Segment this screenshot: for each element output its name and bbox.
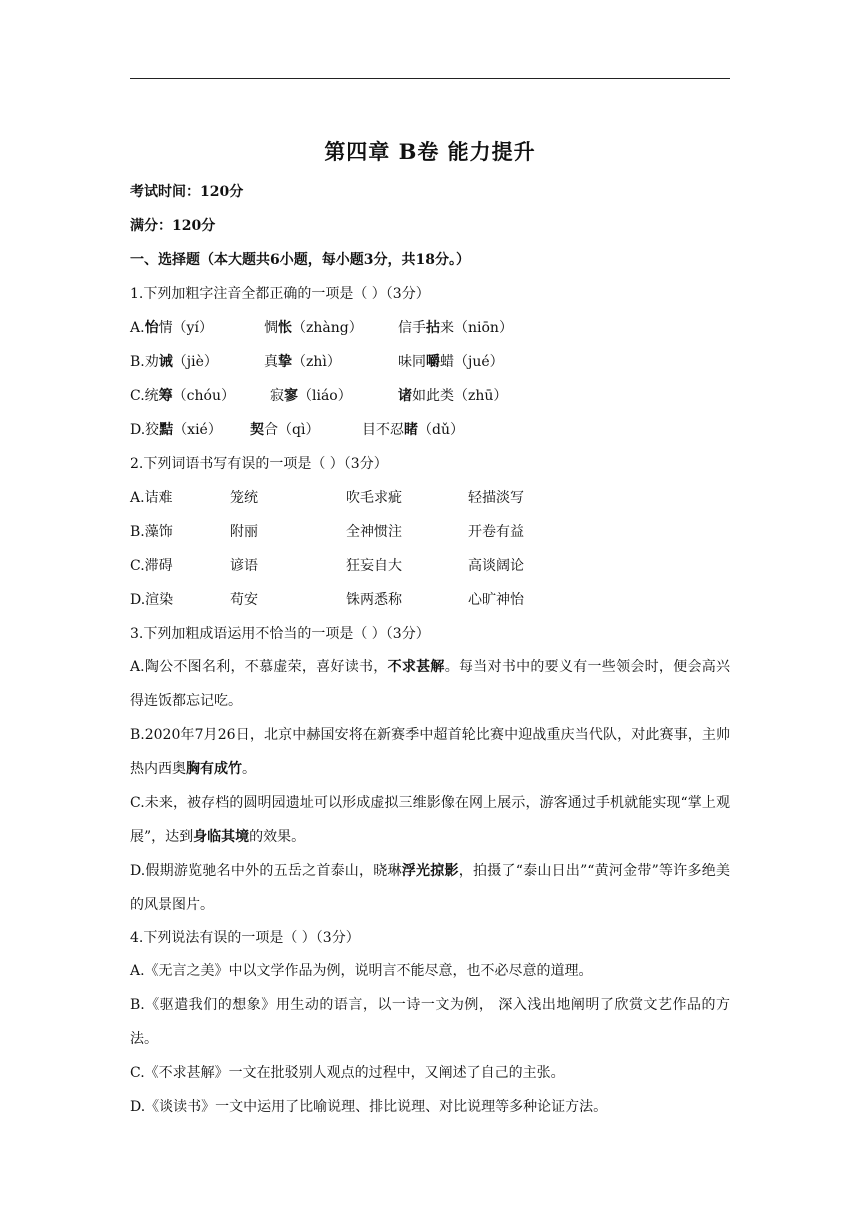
page-title: 第四章 B卷 能力提升	[324, 139, 536, 164]
question-1-stem: 1.下列加粗字注音全都正确的一项是（ ）（3分）	[130, 286, 430, 302]
exam-page	[130, 136, 730, 1124]
question-4-option-a: A.《无言之美》中以文学作品为例，说明言不能尽意，也不必尽意的道理。	[130, 963, 593, 979]
question-1-option-c: C.统筹（chóu） 寂寥（liáo） 诸如此类（zhū）	[130, 388, 508, 404]
header-rule	[130, 78, 730, 79]
question-3-stem: 3.下列加粗成语运用不恰当的一项是（ ）（3分）	[130, 626, 430, 642]
question-4-option-d: D.《谈读书》一文中运用了比喻说理、排比说理、对比说理等多种论证方法。	[130, 1099, 608, 1115]
question-1-option-a: A.怡情（yí） 惆怅（zhàng） 信手拈来（niōn）	[130, 320, 513, 336]
question-2-option-a: A.诘难 笼统 吹毛求疵 轻描淡写	[130, 490, 524, 506]
question-2-stem: 2.下列词语书写有误的一项是（ ）（3分）	[130, 456, 388, 472]
section-heading: 一、选择题（本大题共6小题，每小题3分，共18分。）	[130, 252, 470, 268]
question-1-option-d: D.狡黠（xié） 契合（qì） 目不忍睹（dǔ）	[130, 422, 464, 438]
exam-time: 考试时间：120分	[130, 184, 244, 200]
question-3-option-c: C.未来，被存档的圆明园遗址可以形成虚拟三维影像在网上展示，游客通过手机就能实现“掌上观展”，达到身临其境的效果。	[130, 795, 730, 845]
full-score: 满分：120分	[130, 218, 216, 234]
question-3-option-a: A.陶公不图名利，不慕虚荣，喜好读书，不求甚解。每当对书中的要义有一些领会时，便会高兴得连饭都忘记吃。	[130, 659, 731, 709]
question-4-stem: 4.下列说法有误的一项是（ ）（3分）	[130, 930, 360, 946]
question-2-option-b: B.藻饰 附丽 全神惯注 开卷有益	[130, 524, 524, 540]
question-1-option-b: B.劝诫（jiè） 真挚（zhì） 味同嚼蜡（jué）	[130, 354, 504, 370]
question-2-option-d: D.渲染 苟安 铢两悉称 心旷神怡	[130, 592, 524, 608]
question-4-option-b: B.《驱遣我们的想象》用生动的语言，以一诗一文为例， 深入浅出地阐明了欣赏文艺作品的方法。	[130, 997, 730, 1047]
question-4-option-c: C.《不求甚解》一文在批驳别人观点的过程中，又阐述了自己的主张。	[130, 1065, 565, 1081]
question-3-option-b: B.2020年7月26日，北京中赫国安将在新赛季中超首轮比赛中迎战重庆当代队，对此赛事，主帅热内西奥胸有成竹。	[130, 727, 730, 777]
question-3-option-d: D.假期游览驰名中外的五岳之首泰山，晓琳浮光掠影，拍摄了“泰山日出”“黄河金带”等许多绝美的风景图片。	[130, 863, 730, 913]
question-2-option-c: C.滞碍 谚语 狂妄自大 高谈阔论	[130, 558, 524, 574]
